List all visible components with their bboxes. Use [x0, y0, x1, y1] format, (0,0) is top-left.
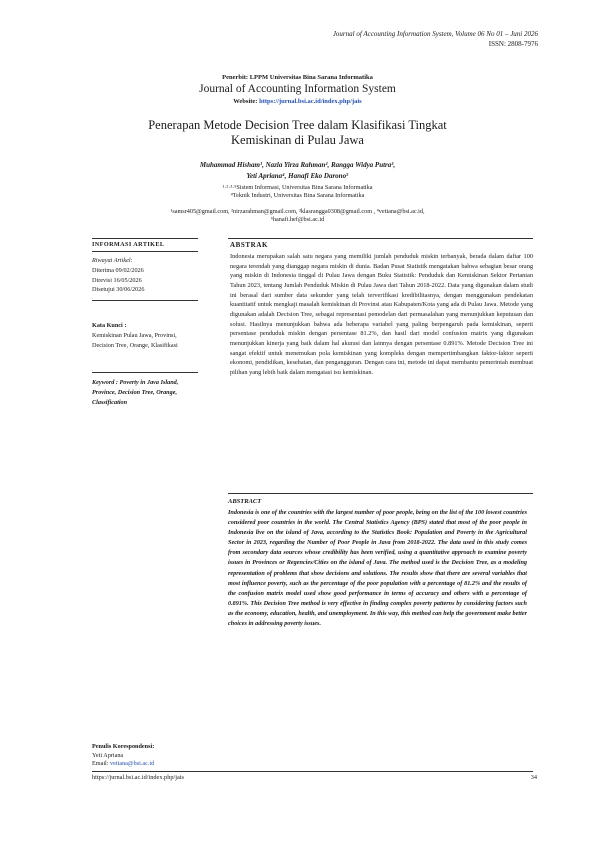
keywords-block [92, 321, 198, 350]
abstract-rule [228, 493, 533, 494]
authors-line-2: Yeti Apriana⁴, Hanafi Eko Darono⁵ [246, 171, 349, 180]
received-date: Diterima 09/02/2026 [92, 266, 144, 274]
journal-name: Journal of Accounting Information System [199, 83, 396, 95]
email-label: Email: [92, 760, 111, 767]
footer-url[interactable]: https://jurnal.bsi.ac.id/index.php/jais [92, 774, 184, 781]
footer-rule [92, 771, 533, 772]
affiliation-1: ¹·²·³·⁵Sistem Informasi, Universitas Bina Sarana Informatika [222, 184, 373, 191]
issn: ISSN: 2808-7976 [488, 40, 538, 48]
emails-line-1: ¹samsr405@gmail.com, ²nirzarahman@gmail.com, ³klasrangga0308@gmail.com , ⁴vetiana@bsi.ac.id, [170, 208, 425, 215]
correspondence-title: Penulis Korespondensi: [92, 743, 155, 750]
authors-line-1: Muhammad Hisham¹, Nazla Yirza Rahman², Rangga Widya Putra³, [199, 161, 396, 169]
correspondence-email-link[interactable]: vetiana@bsi.ac.id [110, 760, 155, 767]
abstrak-text: Indonesia merupakan salah satu negara yang memiliki jumlah penduduk miskin terbanyak, berada dalam daftar 100 negara terendah yang dianggap negara miskin di dunia. Badan Pusat Statistik mengatakan bahwa sebagian besar orang yang miskin di Indonesia tinggal di Pulau Jawa dengan Buku Statistik: Penduduk dan Kemiskinan Sektor Pertanian Tahun 2023, tentang Jumlah Penduduk Miskin di Pulau Jawa dari Tahun 2018-2022. Data yang digunakan dalam studi ini berasal dari sumber data sekunder yang telah terverifikasi kredibilitasnya, dengan menggunakan pendekatan kuantitatif untuk mengkaji masalah kemiskinan di Provinsi atau Kabupaten/Kota yang ada di Pulau Jawa. Metode yang digunakan adalah Decision Tree, sebagai representasi pemodelan dari permasalahan yang menunjukkan keputusan dan solusi. Hasilnya menunjukkan bahwa ada beberapa variabel yang paling berpengaruh pada kemiskinan, seperti persentase penduduk miskin dengan persentase 81.2%, dan hasil dari model confusion matrix yang digunakan menunjukkan kinerja yang baik dalam hal akurasi dan lainnya dengan persentase 0.891%. Metode Decision Tree ini sangat efektif untuk menemukan pola kemiskinan yang kompleks dengan mempertimbangkan faktor-faktor seperti ekonomi, pendidikan, kesehatan, dan pengangguran. Dengan cara ini, metode ini dapat membantu pemerintah membuat pilihan yang lebih baik dalam mengatasi isu kemiskinan. [230, 253, 533, 376]
correspondence-email-line [92, 760, 154, 769]
correspondence-block [92, 743, 154, 769]
website-label: Website: [233, 98, 260, 105]
abstrak-rule-top [228, 238, 533, 239]
emails-line-2: ⁵hanafi.hef@bsi.ac.id [270, 216, 325, 224]
keywords-en-label: Keyword : [92, 379, 120, 386]
keywords-title: Kata Kunci : [92, 322, 127, 329]
info-rule-history [92, 300, 198, 301]
affiliations [110, 184, 485, 201]
article-title: Penerapan Metode Decision Tree dalam Klasifikasi Tingkat Kemiskinan di Pulau Jawa [148, 118, 447, 147]
website-link[interactable]: https://jurnal.bsi.ac.id/index.php/jais [259, 98, 362, 105]
info-section-title: INFORMASI ARTIKEL [92, 241, 165, 248]
website-line [0, 98, 595, 105]
info-rule-keywords [92, 372, 198, 373]
publisher-line: Penerbit: LPPM Universitas Bina Sarana Informatika [222, 74, 373, 81]
correspondence-name: Yeti Apriana [92, 751, 124, 759]
author-list [120, 160, 475, 181]
abstrak-title: ABSTRAK [230, 241, 269, 249]
abstract-title: ABSTRACT [228, 498, 262, 505]
affiliation-2: ⁴Teknik Industri, Universitas Bina Sarana Informatika [230, 192, 365, 200]
accepted-date: Disetujui 30/06/2026 [92, 286, 145, 294]
running-header: Journal of Accounting Information System, Volume 06 No 01 – Juni 2026 [332, 30, 538, 38]
revised-date: Direvisi 16/05/2026 [92, 276, 142, 284]
history-title: Riwayat Artikel: [92, 257, 133, 264]
info-rule-top [92, 238, 198, 239]
abstract-text: Indonesia is one of the countries with the largest number of poor people, being on the list of the 100 lowest countries considered poor countries in the world. The Central Statistics Agency (BPS) stated that most of the poor people in Indonesia live on the island of Java, according to the Statistics Book: Population and Poverty in the Agricultural Sector in 2023, regarding the Number of Poor People in Java from 2018-2022. The data used in this study comes from secondary data sources whose credibility has been verified, using a quantitative approach to examine poverty issues in Provinces or Regencies/Cities on the island of Java. The method used is the Decision Tree, as a modeling representation of problems that show decisions and solutions. The results show that there are several variables that most influence poverty, such as the percentage of the poor population with a percentage of 81.2% and the results of the confusion matrix model used show good performance in terms of accuracy and others with a percentage of 0.891%. This Decision Tree method is very effective in finding complex poverty patterns by considering factors such as the economy, education, health, and unemployment. In this way, this method can help the government make better choices in addressing poverty issues. [228, 509, 527, 628]
info-rule-mid [92, 251, 198, 252]
article-history [92, 256, 198, 295]
keywords-en: Poverty in Java Island, Province, Decision Tree, Orange, Classification [92, 379, 179, 406]
page-number: 34 [530, 774, 537, 781]
keywords-id: Kemiskinan Pulau Jawa, Provinsi, Decision Tree, Orange, Klasifikasi [92, 331, 178, 349]
keywords-en-block [92, 378, 198, 407]
author-emails [90, 208, 505, 225]
